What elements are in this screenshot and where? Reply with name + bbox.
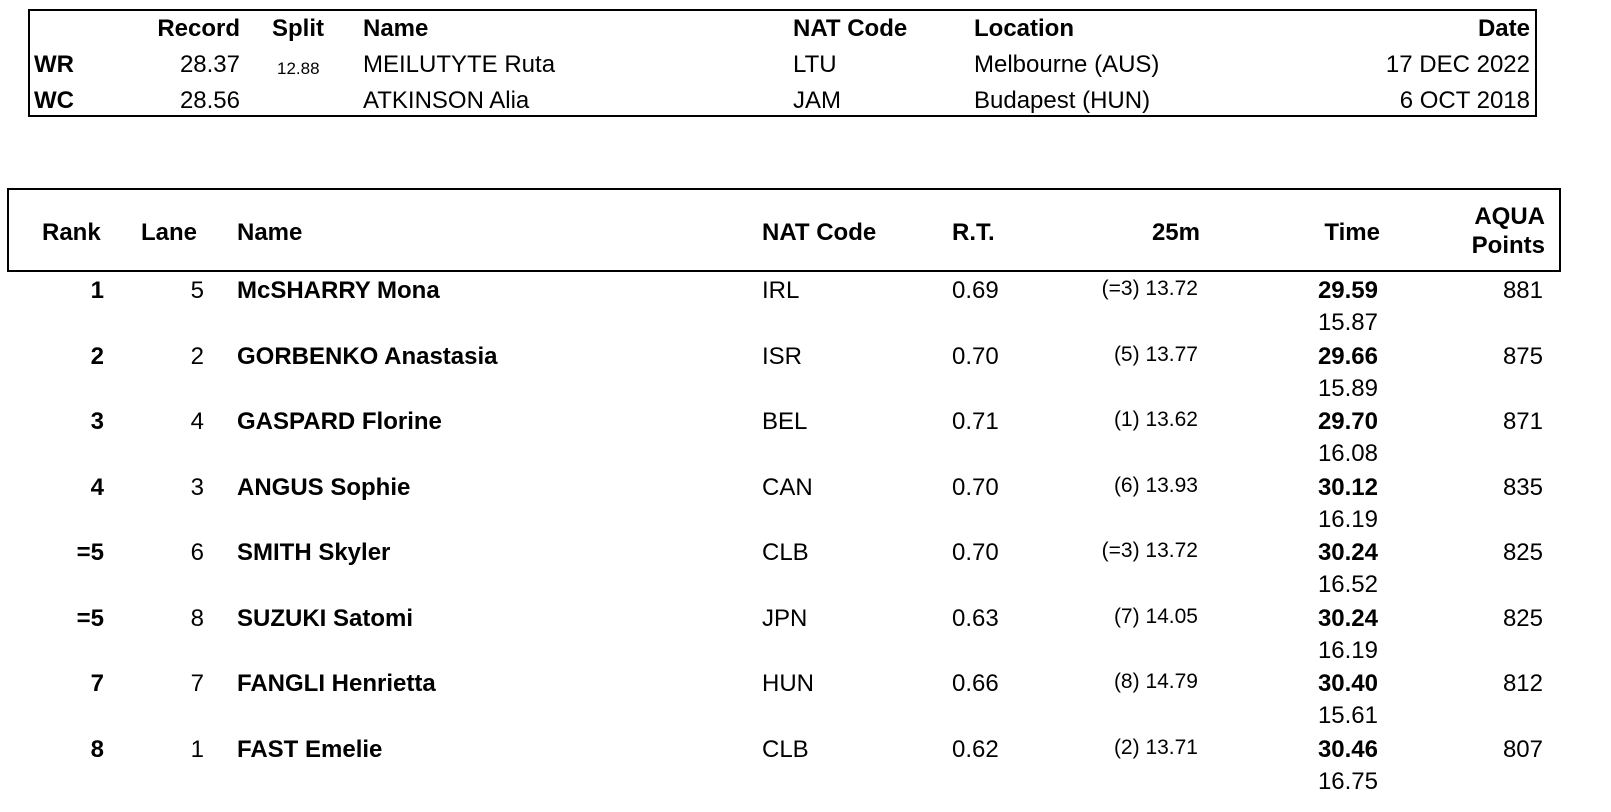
reaction-time: 0.71 bbox=[952, 408, 999, 435]
final-time: 30.40 bbox=[1317, 670, 1378, 697]
split-25m: (6) 13.93 bbox=[1113, 473, 1198, 497]
reaction-time: 0.70 bbox=[952, 342, 999, 370]
final-time: 30.24 bbox=[1317, 539, 1378, 566]
header-points: Points bbox=[1471, 232, 1545, 259]
athlete-name: GORBENKO Anastasia bbox=[237, 342, 498, 370]
table-row bbox=[0, 403, 1611, 469]
athlete-name: McSHARRY Mona bbox=[237, 277, 440, 304]
split-50m: 15.87 bbox=[1317, 309, 1378, 336]
table-row bbox=[0, 534, 1611, 600]
athlete-name: GASPARD Florine bbox=[237, 408, 442, 435]
split-50m: 15.89 bbox=[1317, 374, 1378, 402]
athlete-name: FANGLI Henrietta bbox=[237, 670, 436, 697]
record-split: 12.88 bbox=[277, 59, 320, 78]
records-header-split: Split bbox=[272, 15, 324, 42]
record-time: 28.37 bbox=[179, 51, 240, 78]
athlete-name: FAST Emelie bbox=[237, 735, 383, 763]
split-25m: (=3) 13.72 bbox=[1101, 277, 1198, 300]
header-rt: R.T. bbox=[952, 219, 995, 246]
record-location: Melbourne (AUS) bbox=[974, 51, 1160, 78]
athlete-name: SUZUKI Satomi bbox=[237, 604, 414, 632]
record-name: ATKINSON Alia bbox=[363, 87, 530, 114]
athlete-name: SMITH Skyler bbox=[237, 539, 391, 566]
split-25m: (5) 13.77 bbox=[1113, 342, 1198, 366]
nat-code: BEL bbox=[762, 408, 808, 435]
header-name: Name bbox=[237, 219, 303, 246]
records-header-name: Name bbox=[363, 15, 429, 42]
nat-code: IRL bbox=[762, 277, 800, 304]
records-header-nat: NAT Code bbox=[793, 15, 908, 42]
split-25m: (2) 13.71 bbox=[1113, 735, 1198, 759]
rank: 8 bbox=[90, 735, 104, 763]
table-row bbox=[0, 272, 1611, 338]
record-date: 17 DEC 2022 bbox=[1385, 51, 1530, 78]
split-25m: (1) 13.62 bbox=[1113, 408, 1198, 431]
split-25m: (7) 14.05 bbox=[1113, 604, 1198, 628]
header-25m: 25m bbox=[1151, 219, 1200, 246]
aqua-points: 825 bbox=[1502, 539, 1543, 566]
table-row bbox=[0, 665, 1611, 731]
header-aqua: AQUA bbox=[1474, 203, 1545, 230]
record-code: WR bbox=[34, 51, 74, 78]
nat-code: CLB bbox=[762, 539, 809, 566]
nat-code: JPN bbox=[762, 604, 808, 632]
final-time: 29.66 bbox=[1317, 342, 1378, 370]
reaction-time: 0.66 bbox=[952, 670, 999, 697]
record-nat: JAM bbox=[793, 87, 841, 114]
rank: =5 bbox=[76, 604, 104, 632]
record-location: Budapest (HUN) bbox=[974, 87, 1151, 114]
reaction-time: 0.63 bbox=[952, 604, 999, 632]
record-time: 28.56 bbox=[179, 87, 240, 114]
split-50m: 16.75 bbox=[1317, 767, 1378, 795]
table-row bbox=[0, 600, 1611, 666]
aqua-points: 875 bbox=[1502, 342, 1543, 370]
rank: =5 bbox=[76, 539, 104, 566]
lane: 8 bbox=[190, 604, 204, 632]
split-25m: (=3) 13.72 bbox=[1101, 539, 1198, 562]
split-50m: 15.61 bbox=[1317, 702, 1378, 729]
header-time: Time bbox=[1324, 219, 1380, 246]
aqua-points: 835 bbox=[1502, 473, 1543, 501]
reaction-time: 0.70 bbox=[952, 473, 999, 501]
reaction-time: 0.70 bbox=[952, 539, 999, 566]
record-date: 6 OCT 2018 bbox=[1399, 87, 1530, 114]
record-code: WC bbox=[34, 87, 74, 114]
aqua-points: 825 bbox=[1502, 604, 1543, 632]
final-time: 29.59 bbox=[1317, 277, 1378, 304]
athlete-name: ANGUS Sophie bbox=[237, 473, 411, 501]
lane: 6 bbox=[190, 539, 204, 566]
results-table bbox=[0, 272, 1611, 812]
results-header bbox=[7, 188, 1561, 272]
records-header-date: Date bbox=[1477, 15, 1530, 42]
nat-code: HUN bbox=[762, 670, 814, 697]
table-row bbox=[0, 731, 1611, 797]
final-time: 30.12 bbox=[1317, 473, 1378, 501]
record-name: MEILUTYTE Ruta bbox=[363, 51, 556, 78]
reaction-time: 0.62 bbox=[952, 735, 999, 763]
aqua-points: 881 bbox=[1502, 277, 1543, 304]
rank: 4 bbox=[90, 473, 104, 501]
header-lane: Lane bbox=[141, 219, 198, 246]
aqua-points: 807 bbox=[1502, 735, 1543, 763]
table-row bbox=[0, 469, 1611, 535]
reaction-time: 0.69 bbox=[952, 277, 999, 304]
lane: 1 bbox=[190, 735, 204, 763]
rank: 2 bbox=[90, 342, 104, 370]
lane: 2 bbox=[190, 342, 204, 370]
rank: 7 bbox=[90, 670, 104, 697]
rank: 1 bbox=[90, 277, 104, 304]
split-25m: (8) 14.79 bbox=[1113, 670, 1198, 693]
record-nat: LTU bbox=[793, 51, 837, 78]
final-time: 30.24 bbox=[1317, 604, 1378, 632]
records-header-record: Record bbox=[157, 15, 240, 42]
aqua-points: 871 bbox=[1502, 408, 1543, 435]
nat-code: ISR bbox=[762, 342, 803, 370]
lane: 5 bbox=[190, 277, 204, 304]
records-table bbox=[28, 9, 1537, 117]
split-50m: 16.52 bbox=[1317, 571, 1378, 598]
final-time: 29.70 bbox=[1317, 408, 1378, 435]
lane: 3 bbox=[190, 473, 204, 501]
rank: 3 bbox=[90, 408, 104, 435]
nat-code: CAN bbox=[762, 473, 813, 501]
header-nat: NAT Code bbox=[762, 219, 877, 246]
aqua-points: 812 bbox=[1502, 670, 1543, 697]
nat-code: CLB bbox=[762, 735, 809, 763]
lane: 7 bbox=[190, 670, 204, 697]
table-row bbox=[0, 338, 1611, 404]
split-50m: 16.08 bbox=[1317, 440, 1378, 467]
header-rank: Rank bbox=[42, 219, 101, 246]
lane: 4 bbox=[190, 408, 204, 435]
split-50m: 16.19 bbox=[1317, 505, 1378, 533]
split-50m: 16.19 bbox=[1317, 636, 1378, 664]
final-time: 30.46 bbox=[1317, 735, 1378, 763]
records-header-location: Location bbox=[974, 15, 1074, 42]
